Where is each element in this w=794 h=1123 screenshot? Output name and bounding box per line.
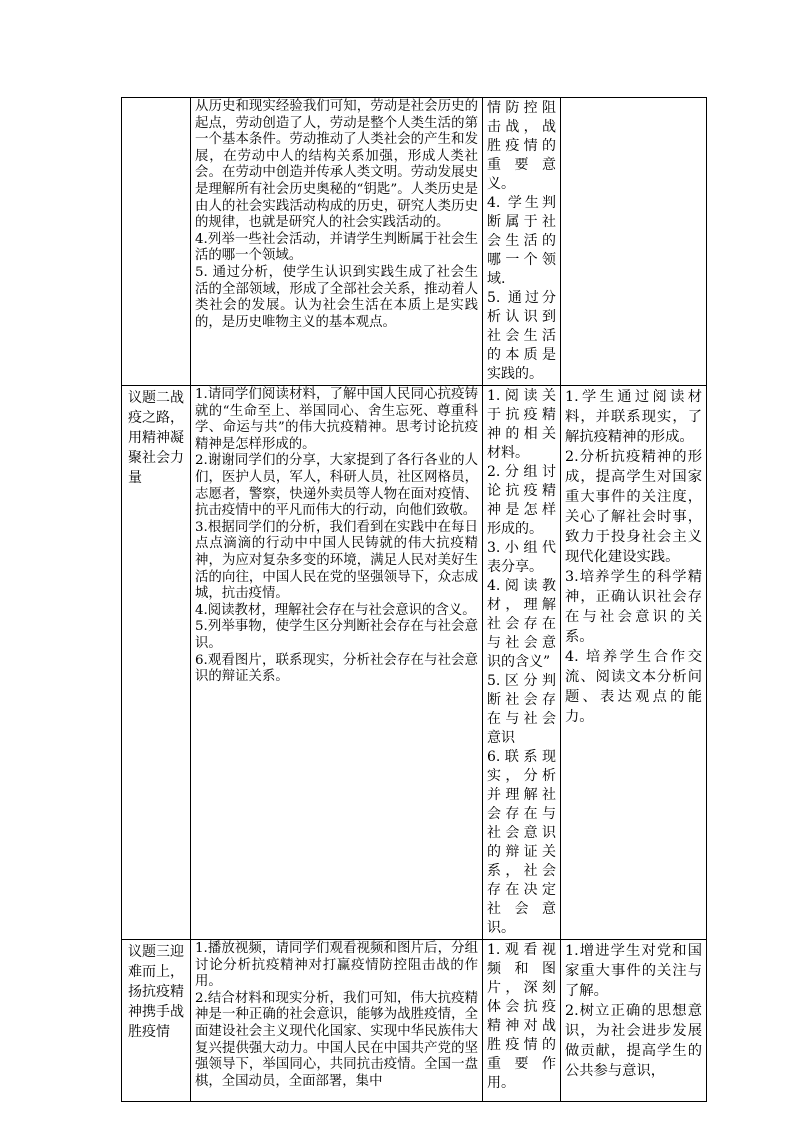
list-item: 4.列举一些社会活动，并请学生判断属于社会生活的哪一个领域。 [195,231,478,264]
student-activity-cell [483,98,561,386]
list-item: 6.观看图片，联系现实，分析社会存在与社会意识的辩证关系。 [195,652,478,685]
list-item: 4.阅读教材，理解社会存在与社会意识的含义。 [195,602,476,618]
teacher-activity-cell [191,386,483,940]
student-activity-cell [483,940,561,1102]
list-item: 1.观看视频和图片，深刻体会抗疫精神对战胜疫情的重要作用。 [487,942,556,1091]
list-item: 2.分组讨论抗疫精神是怎样形成的。 [487,464,556,537]
topic-cell: 议题三迎难而上，扬抗疫精神携手战胜疫情 [122,940,191,1102]
list-item: 1.播放视频，请同学们观看视频和图片后，分组讨论分析抗疫精神对打赢疫情防控阻击战的作用。 [195,941,478,990]
list-item: 情防控阻击战，战胜疫情的重要意义。 [487,100,556,192]
lesson-plan-table [121,97,707,1102]
design-intent-cell [561,386,707,940]
list-item: 5. 通过分析认识到社会生活的本质是实践的。 [487,290,556,382]
list-item: 1.阅读关于抗疫精神的相关材料。 [487,388,556,461]
list-item: 2.分析抗疫精神的形成，提高学生对国家重大事件的关注度，关心了解社会时事，致力于投身社会主义现代化建设实践。 [565,449,702,565]
list-item: 3.根据同学们的分析，我们看到在实践中在每日点点滴滴的行动中中国人民铸就的伟大抗疫精神，为应对复杂多变的环境，满足人民对美好生活的向往，中国人民在党的坚强领导下，众志成城，抗击疫情。 [195,519,478,602]
list-item: 1.增进学生对党和国家重大事件的关注与了解。 [565,943,702,999]
design-intent-cell [561,940,707,1102]
table-row [122,386,707,940]
list-item: 4. 学生判断属于社会生活的哪一个领域. [487,195,556,287]
table-row [122,940,707,1102]
student-activity-cell [483,386,561,940]
list-item: 2.谢谢同学们的分享，大家提到了各行各业的人们，医护人员，军人，科研人员，社区网格员，志愿者，警察，快递外卖员等人物在面对疫情、抗击疫情中的平凡而伟大的行动，向他们致敬。 [195,453,478,519]
list-item: 6.联系现实，分析并理解社会存在与社会意识的辩证关系，社会存在决定社会意识。 [487,749,556,936]
topic-cell: 议题二战疫之路，用精神凝聚社会力量 [122,386,191,940]
list-item: 3.培养学生的科学精神，正确认识社会存在与社会意识的关系。 [565,569,702,645]
teacher-activity-cell [191,940,483,1102]
topic-cell [122,98,191,386]
table-row [122,98,707,386]
list-item: 5. 通过分析，使学生认识到实践生成了社会生活的全部领域，形成了全部社会关系，推动着人类社会的发展。认为社会生活在本质上是实践的，是历史唯物主义的基本观点。 [195,264,478,330]
teacher-activity-cell [191,98,483,386]
list-item: 从历史和现实经验我们可知，劳动是社会历史的起点，劳动创造了人，劳动是整个人类生活的第一个基本条件。劳动推动了人类社会的产生和发展，在劳动中人的结构关系加强，形成人类社会。在劳动中创造并传承人类文明。劳动发展史是理解所有社会历史奥秘的“钥匙”。人类历史是由人的社会实践活动构成的历史，研究人类历史的规律，也就是研究人的社会实践活动的。 [195,99,478,231]
list-item: 3.小组代表分享。 [487,540,556,575]
design-intent-cell [561,98,707,386]
list-item: 2.结合材料和现实分析，我们可知，伟大抗疫精神是一种正确的社会意识，能够为战胜疫情，全面建设社会主义现代化国家、实现中华民族伟大复兴提供强大动力。中国人民在中国共产党的坚强领导下，举国同心，共同抗击疫情。全国一盘棋，全国动员，全面部署，集中 [195,990,478,1089]
list-item: 4.阅读教材，理解社会存在与社会意识的含义” [487,578,556,670]
list-item: 1.学生通过阅读材料，并联系现实，了解抗疫精神的形成。 [565,389,702,445]
list-item: 5.列举事物，使学生区分判断社会存在与社会意识。 [195,619,478,651]
list-item: 5.区分判断社会存在与社会意识 [487,673,556,746]
list-item: 2.树立正确的思想意识，为社会进步发展做贡献，提高学生的公共参与意识， [565,1003,702,1079]
list-item: 1.请同学们阅读材料，了解中国人民同心抗疫铸就的“生命至上、举国同心、舍生忘死、尊重科学、命运与共”的伟大抗疫精神。思考讨论抗疫精神是怎样形成的。 [195,387,478,452]
list-item: 4. 培养学生合作交流、阅读文本分析问题、表达观点的能力。 [565,649,702,725]
